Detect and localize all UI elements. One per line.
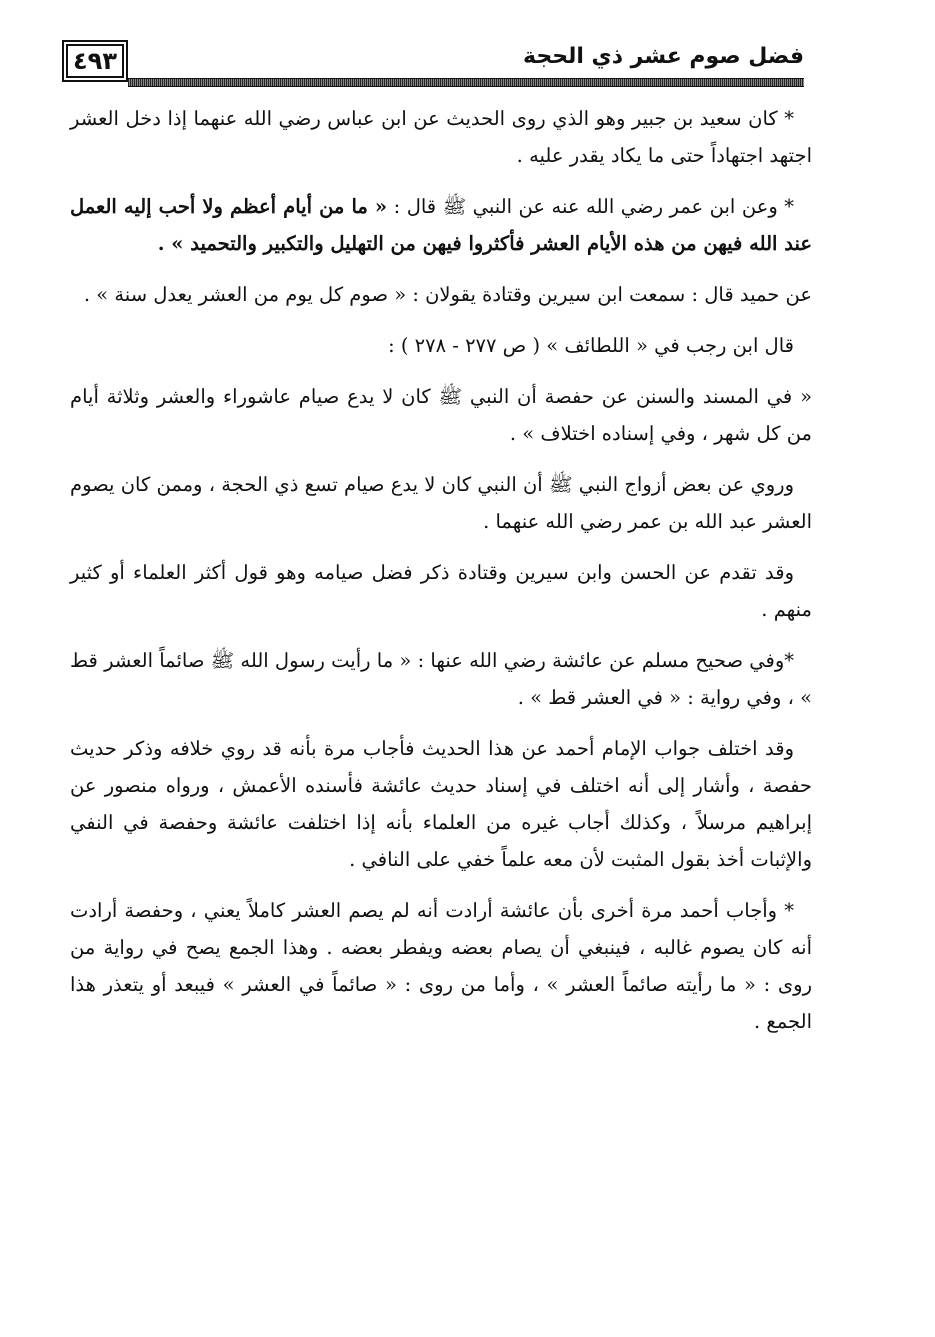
- paragraph-5: « في المسند والسنن عن حفصة أن النبي ﷺ كان لا يدع صيام عاشوراء والعشر وثلاثة أيام من كل شهر ، وفي إسناده اختلاف » .: [70, 385, 812, 445]
- paragraph-2-intro: * وعن ابن عمر رضي الله عنه عن النبي ﷺ قال :: [387, 195, 794, 218]
- header-rule: [128, 78, 804, 87]
- paragraph-10: * وأجاب أحمد مرة أخرى بأن عائشة أرادت أنه لم يصم العشر كاملاً يعني ، وحفصة أرادت أنه كان يصوم غالبه ، فينبغي أن يصام بعضه ويفطر بعضه . وهذا الجمع يصح في رواية من روى : « ما رأيته صائماً العشر » ، وأما من روى : « صائماً في العشر » فيبعد أو يتعذر هذا الجمع .: [70, 899, 812, 1033]
- page-header: [62, 40, 804, 90]
- paragraph-7: وقد تقدم عن الحسن وابن سيرين وقتادة ذكر فضل صيامه وهو قول أكثر العلماء أو كثير منهم .: [70, 561, 812, 621]
- paragraph-4: قال ابن رجب في « اللطائف » ( ص ٢٧٧ - ٢٧٨ ) :: [388, 334, 794, 357]
- paragraph-9: وقد اختلف جواب الإمام أحمد عن هذا الحديث فأجاب مرة بأنه قد روي خلافه وذكر حديث حفصة ، وأشار إلى أنه اختلف في إسناد حديث عائشة فأسنده الأعمش ، ورواه منصور عن إبراهيم مرسلاً ، وكذلك أجاب غيره من العلماء بأنه إذا اختلفت عائشة وحفصة في النفي والإثبات أخذ بقول المثبت لأن معه علماً خفي على النافي .: [70, 737, 812, 871]
- paragraph-2-quote: « ما من أيام أعظم ولا أحب إليه العمل عند الله فيهن من هذه الأيام العشر فأكثروا فيهن من التهليل والتكبير والتحميد » .: [70, 195, 812, 255]
- paragraph-8: *وفي صحيح مسلم عن عائشة رضي الله عنها : « ما رأيت رسول الله ﷺ صائماً العشر قط » ، وفي رواية : « في العشر قط » .: [70, 649, 812, 709]
- paragraph-6: وروي عن بعض أزواج النبي ﷺ أن النبي كان لا يدع صيام تسع ذي الحجة ، وممن كان يصوم العشر عبد الله بن عمر رضي الله عنهما .: [70, 473, 812, 533]
- body-text: [70, 100, 812, 1054]
- paragraph-2: [70, 188, 812, 262]
- paragraph-3: عن حميد قال : سمعت ابن سيرين وقتادة يقولان : « صوم كل يوم من العشر يعدل سنة » .: [83, 283, 812, 306]
- paragraph-1: * كان سعيد بن جبير وهو الذي روى الحديث عن ابن عباس رضي الله عنهما إذا دخل العشر اجتهد اجتهاداً حتى ما يكاد يقدر عليه .: [70, 107, 812, 167]
- running-title: فضل صوم عشر ذي الحجة: [523, 44, 804, 69]
- page-number: ٤٩٣: [62, 40, 128, 82]
